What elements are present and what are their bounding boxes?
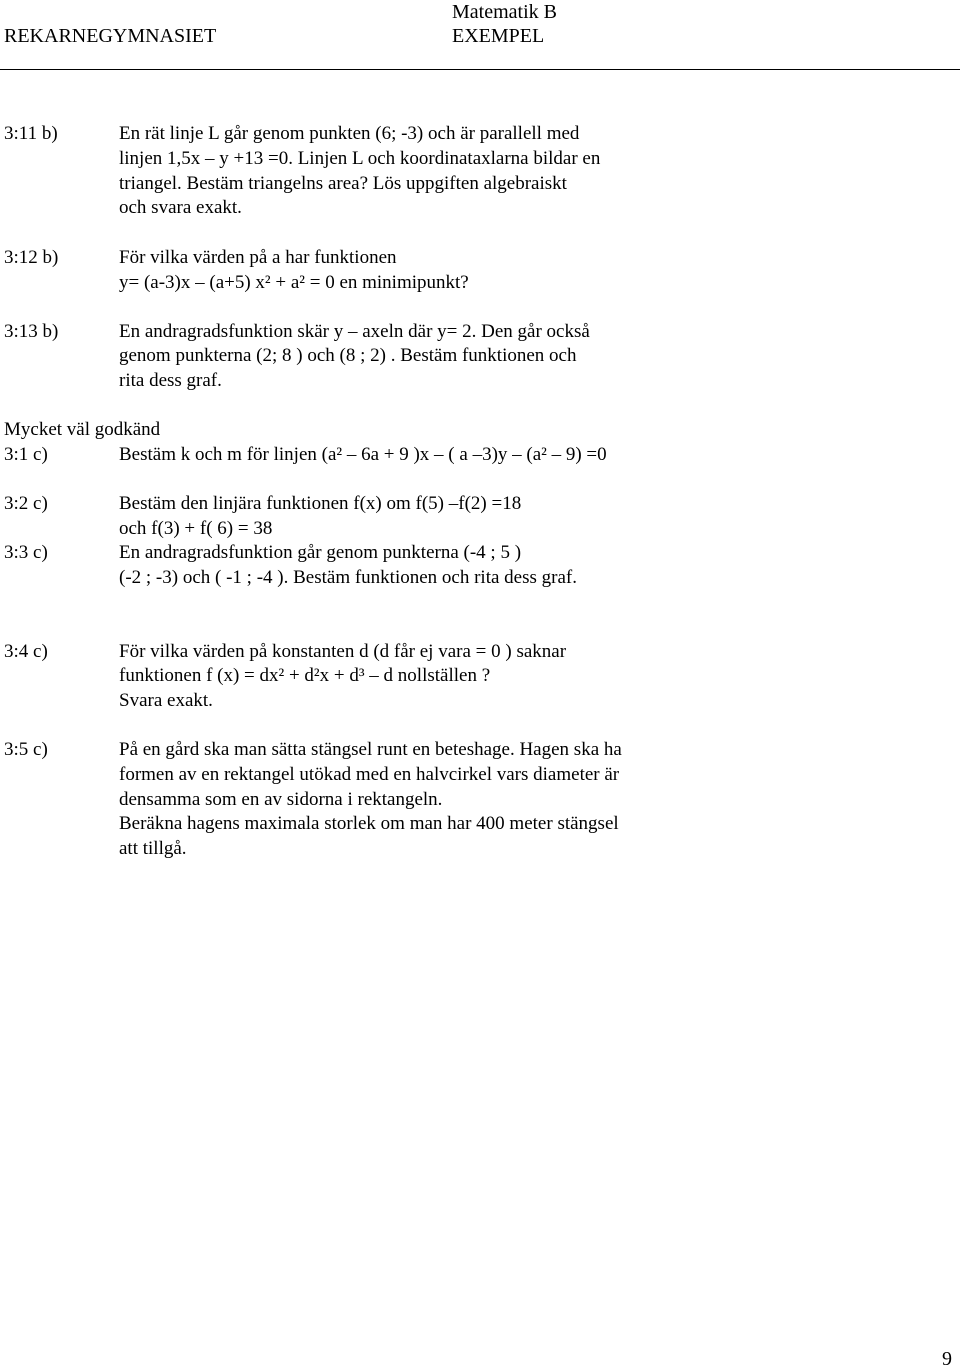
problem-number: 3:12 b) [4, 247, 59, 268]
page-number: 9 [942, 1348, 952, 1370]
problem-line: linjen 1,5x – y +13 =0. Linjen L och koordinataxlarna bildar en [119, 148, 601, 169]
header-divider [0, 69, 960, 70]
problem-number: 3:2 c) [4, 493, 48, 514]
problem-number: 3:4 c) [4, 641, 48, 662]
problem-line: rita dess graf. [119, 370, 222, 391]
problem-number: 3:13 b) [4, 321, 59, 342]
problem-line: formen av en rektangel utökad med en halvcirkel vars diameter är [119, 764, 620, 785]
problem-line: Beräkna hagens maximala storlek om man har 400 meter stängsel [119, 813, 619, 834]
course-title: Matematik B [452, 1, 557, 23]
problem-number: 3:3 c) [4, 542, 48, 563]
problem-line: På en gård ska man sätta stängsel runt en beteshage. Hagen ska ha [119, 739, 622, 760]
problem-line: En rät linje L går genom punkten (6; -3) och är parallell med [119, 123, 580, 144]
school-name: REKARNEGYMNASIET [4, 25, 217, 47]
problem-number: 3:1 c) [4, 444, 48, 465]
problem-line: funktionen f (x) = dx² + d²x + d³ – d nollställen ? [119, 665, 491, 686]
problem-line: och svara exakt. [119, 197, 242, 218]
section-heading: Mycket väl godkänd [4, 419, 161, 440]
problem-line: triangel. Bestäm triangelns area? Lös uppgiften algebraiskt [119, 173, 567, 194]
problem-line: densamma som en av sidorna i rektangeln. [119, 789, 443, 810]
problem-line: För vilka värden på a har funktionen [119, 247, 397, 268]
problem-line: För vilka värden på konstanten d (d får ej vara = 0 ) saknar [119, 641, 567, 662]
problem-number: 3:11 b) [4, 123, 58, 144]
problem-number: 3:5 c) [4, 739, 48, 760]
problem-line: genom punkterna (2; 8 ) och (8 ; 2) . Bestäm funktionen och [119, 345, 577, 366]
problem-line: Bestäm den linjära funktionen f(x) om f(5) –f(2) =18 [119, 493, 522, 514]
page-subtitle: EXEMPEL [452, 25, 545, 47]
problem-line: En andragradsfunktion går genom punkterna (-4 ; 5 ) [119, 542, 522, 563]
problem-line: att tillgå. [119, 838, 187, 859]
problem-line: och f(3) + f( 6) = 38 [119, 518, 273, 539]
problem-line: y= (a-3)x – (a+5) x² + a² = 0 en minimipunkt? [119, 272, 469, 293]
problem-line: (-2 ; -3) och ( -1 ; -4 ). Bestäm funktionen och rita dess graf. [119, 567, 577, 588]
problem-line: Bestäm k och m för linjen (a² – 6a + 9 )x – ( a –3)y – (a² – 9) =0 [119, 444, 607, 465]
problem-line: En andragradsfunktion skär y – axeln där y= 2. Den går också [119, 321, 590, 342]
problem-line: Svara exakt. [119, 690, 213, 711]
